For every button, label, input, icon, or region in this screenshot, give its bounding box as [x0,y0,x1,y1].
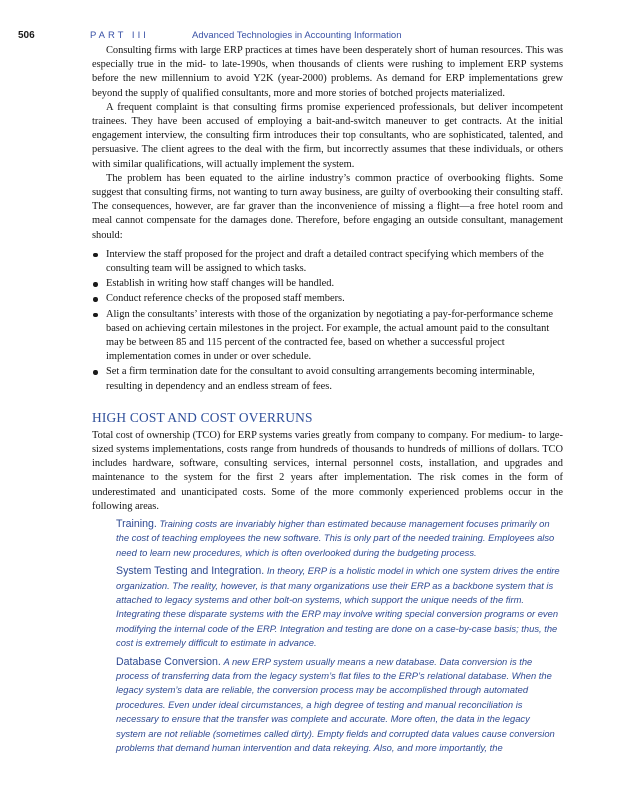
topic-title: Training. [116,518,157,530]
topic-body: A new ERP system usually means a new database. Data conversion is the process of transferring data from the legacy system’s flat files to the ERP’s relational database. When the legacy system’s data are reliable, the conversion process may be accomplished through automated procedures. Even under ideal circumstances, a high degree of testing and manual reconciliation is necessary to ensure that the transfer was complete and accurate. More often, the data in the legacy system are not reliable (sometimes called dirty). Empty fields and corrupted data values cause conversion problems that demand human intervention and data rekeying. Also, and more importantly, the [116,655,555,754]
section-paragraph: Total cost of ownership (TCO) for ERP systems varies greatly from company to company. For medium- to large-sized systems implementations, costs range from hundreds of thousands to hundreds of millions of dollars. TCO includes hardware, software, consulting services, internal personnel costs, installation, and upgrades and maintenance to the system for the first 2 years after implementation. The risk comes in the form of underestimated and unanticipated costs. Some of the more commonly experienced problems occur in the following areas. [92,429,563,512]
main-text [92,44,563,514]
paragraph: The problem has been equated to the airline industry’s common practice of overbooking flights. Some suggest that consulting firms, not wanting to turn away business, are guilty of overbooking their consulting staff. The consequences, however, are far graver than the inconvenience of missing a flight—a free hotel room and meal cannot compensate for the damages done. Therefore, before engaging an outside consultant, management should: [92,172,563,241]
bullet-icon [93,313,98,318]
bullet-icon [93,282,98,287]
chapter-title: Advanced Technologies in Accounting Information [192,30,402,41]
recommendation-list [92,248,563,394]
topic-title: System Testing and Integration. [116,565,265,578]
page-number: 506 [18,30,35,41]
list-item: Conduct reference checks of the proposed staff members. [92,292,563,306]
paragraph: Consulting firms with large ERP practices at times have been desperately short of human resources. This was especially true in the mid- to late-1990s, when thousands of clients were rushing to implement ERP systems before the new millennium to avoid Y2K (year-2000) problems. As demand for ERP implementations grew beyond the supply of qualified consultants, more and more stories of botched projects materialized. [92,45,563,99]
paragraph: A frequent complaint is that consulting firms promise experienced professionals, but deliver incompetent trainees. They have been accused of employing a bait-and-switch maneuver to get contracts. At the initial engagement interview, the consulting firm introduces their top consultants, who are sophisticated, talented, and persuasive. The client agrees to the deal with the firm, but incorrectly assumes that these individuals, or others with similar qualifications, will actually implement the system. [92,101,563,170]
bullet-icon [93,297,98,302]
topic-training [116,517,560,560]
list-item: Establish in writing how staff changes will be handled. [92,277,563,291]
topic-system-testing [116,564,560,650]
part-label: PART III [90,30,149,41]
topic-database-conversion [116,655,560,756]
bullet-icon [93,370,98,375]
list-item: Interview the staff proposed for the project and draft a detailed contract specifying which members of the consulting team will be assigned to which tasks. [92,248,563,276]
bullet-icon [93,253,98,258]
list-item: Align the consultants’ interests with those of the organization by negotiating a pay-for-performance scheme based on achieving certain milestones in the project. For example, the actual amount paid to the consultant may be between 85 and 115 percent of the contracted fee, based on whether a successful project implementation comes in under or over schedule. [92,308,563,365]
cost-topics [116,517,560,760]
topic-body: Training costs are invariably higher than estimated because management focuses primarily on the cost of teaching employees the new software. This is only part of the needed training. Employees also need to learn new procedures, which is often overlooked during the budgeting process. [116,518,555,558]
topic-title: Database Conversion. [116,655,221,668]
list-item: Set a firm termination date for the consultant to avoid consulting arrangements becoming interminable, resulting in dependency and an endless stream of fees. [92,365,563,393]
topic-body: In theory, ERP is a holistic model in which one system drives the entire organization. The reality, however, is that many organizations use their ERP as a backbone system that is attached to legacy systems and other bolt-on systems, which support the unique needs of the firm. Integrating these disparate systems with the ERP may involve writing special conversion programs or even modifying the internal code of the ERP. Integration and testing are done on a case-by-case basis; thus, the cost is extremely difficult to estimate in advance. [116,565,560,649]
section-heading: HIGH COST AND COST OVERRUNS [92,409,313,425]
